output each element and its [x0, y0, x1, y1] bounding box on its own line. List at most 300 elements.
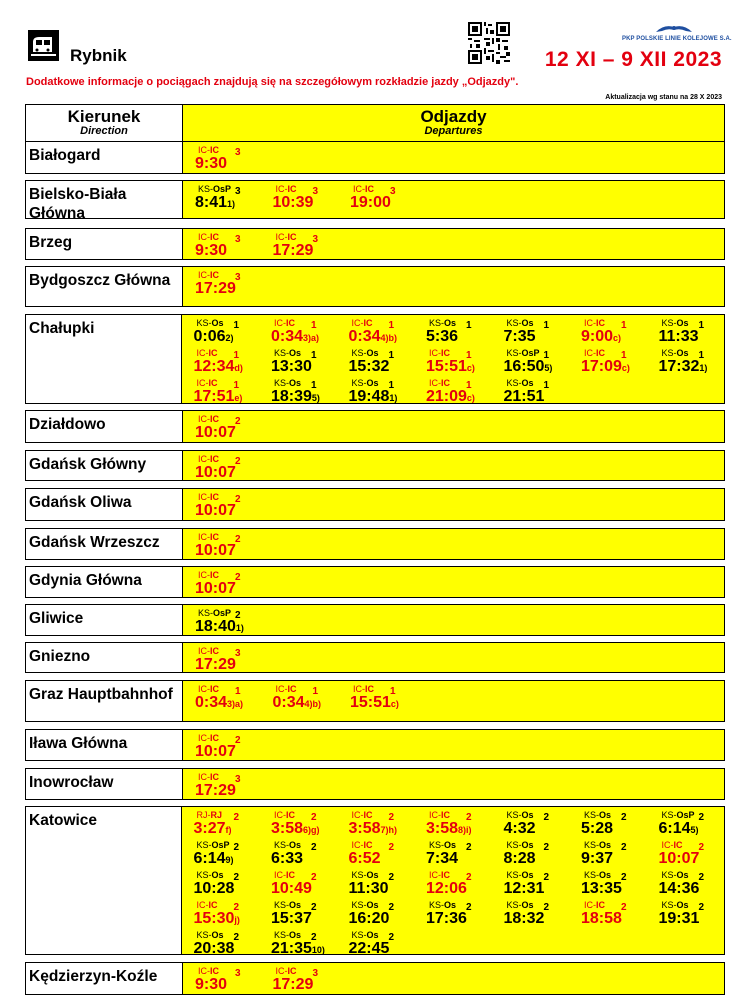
departure-time-line: [350, 195, 416, 212]
carrier-code: KS-: [584, 870, 600, 880]
direction-subtitle: Direction: [80, 125, 128, 138]
departure-time: 13:35: [581, 880, 622, 897]
carrier-code: KS-: [661, 318, 677, 328]
category-code: IC: [210, 966, 219, 976]
departure-time: 15:30: [193, 910, 235, 927]
category-code: Os: [366, 378, 379, 388]
travel-class: 2: [698, 842, 705, 853]
destination-name: Iława Główna: [26, 730, 183, 760]
travel-class: 1: [466, 380, 472, 391]
departure-entry: [261, 183, 339, 213]
pkp-logo-text: PKP POLSKIE LINIE KOLEJOWE S.A.: [622, 36, 732, 42]
category-code: IC: [287, 184, 297, 194]
travel-class: 3: [235, 272, 241, 283]
departures-line: [183, 231, 724, 261]
category-code: Os: [676, 318, 689, 328]
carrier-code: IC-: [661, 840, 674, 850]
departure-time-line: [581, 821, 647, 838]
category-code: Os: [676, 900, 689, 910]
departure-entry: [337, 869, 415, 899]
departure-time: 5:28: [581, 820, 614, 837]
departure-entry: [183, 491, 261, 521]
departure-time: 11:30: [348, 880, 389, 897]
travel-class: 2: [621, 842, 627, 853]
carrier-code: IC-: [198, 733, 210, 743]
category-code: Os: [599, 840, 612, 850]
footnote-mark: 2): [225, 333, 234, 343]
footnote-mark: d): [234, 363, 243, 373]
category-code: IC: [208, 378, 218, 388]
travel-class: 1: [233, 380, 240, 391]
departure-time: 9:30: [195, 976, 228, 993]
category-code: IC: [286, 870, 295, 880]
departure-time-line: [349, 359, 415, 376]
departure-entry: [337, 839, 415, 869]
departure-entry: [182, 377, 260, 407]
category-code: IC: [287, 232, 297, 242]
departure-time-line: [504, 851, 570, 868]
category-code: Os: [521, 870, 534, 880]
departures-line: [182, 809, 725, 839]
departure-time: 16:50: [503, 358, 545, 375]
departure-entry: [183, 231, 261, 261]
carrier-code: IC-: [198, 966, 210, 976]
travel-class: 2: [233, 842, 240, 853]
table-row: [25, 228, 725, 260]
travel-class: 2: [235, 456, 241, 467]
departure-time-line: [195, 503, 261, 520]
carrier-code: KS-: [661, 810, 677, 820]
category-code: IC: [441, 870, 450, 880]
travel-class: 1: [543, 380, 550, 391]
carrier-code: IC-: [198, 684, 210, 694]
departure-entry: [182, 899, 260, 929]
station-name: Rybnik: [70, 46, 127, 65]
carrier-code: KS-: [274, 930, 290, 940]
departures-line: [182, 899, 725, 929]
departures-cell: [183, 605, 724, 635]
departure-entry: [337, 377, 415, 407]
travel-class: 1: [388, 380, 395, 391]
table-row: [25, 528, 725, 560]
departure-time: 17:29: [195, 280, 236, 297]
destination-name: Katowice: [26, 807, 182, 954]
departure-time: 12:34: [193, 358, 235, 375]
category-code: IC: [210, 454, 219, 464]
destination-name: Gdańsk Główny: [26, 451, 183, 480]
carrier-code: IC-: [198, 232, 210, 242]
departure-entry: [183, 771, 261, 801]
departure-time: 10:07: [195, 464, 236, 481]
departures-cell: [183, 181, 724, 218]
departure-entry: [259, 377, 337, 407]
carrier-code: IC-: [275, 184, 288, 194]
carrier-code: KS-: [274, 348, 290, 358]
table-row: [25, 141, 725, 174]
departure-entry: [647, 869, 725, 899]
travel-class: 2: [235, 534, 241, 545]
departure-time: 15:51: [426, 358, 467, 375]
carrier-code: IC-: [196, 378, 209, 388]
departure-time-line: [426, 329, 492, 346]
travel-class: 2: [543, 902, 550, 913]
departure-entry: [183, 453, 261, 483]
departure-entry: [259, 929, 337, 959]
departure-entry: [337, 809, 415, 839]
category-code: IC: [210, 646, 219, 656]
category-code: IC: [210, 492, 219, 502]
category-code: IC: [210, 772, 219, 782]
departure-entry: [337, 929, 415, 959]
carrier-code: KS-: [506, 810, 522, 820]
footnote-mark: e): [234, 393, 243, 403]
departure-time: 11:33: [658, 328, 699, 345]
departures-cell: [183, 142, 724, 173]
carrier-code: IC-: [275, 684, 288, 694]
carrier-code: IC-: [274, 810, 286, 820]
footnote-mark: 3)a): [227, 699, 244, 709]
travel-class: 1: [311, 350, 317, 361]
departures-line: [183, 645, 724, 675]
travel-class: 2: [235, 572, 241, 583]
departure-time: 18:40: [195, 618, 236, 635]
departure-entry: [569, 809, 647, 839]
destination-name: Chałupki: [26, 315, 182, 403]
destination-name: Bielsko-Biała Główna: [26, 181, 183, 218]
travel-class: 3: [235, 234, 241, 245]
departure-time-line: [195, 543, 261, 560]
departure-time: 6:14: [658, 820, 691, 837]
departures-cell: [183, 529, 724, 559]
carrier-code: KS-: [506, 870, 522, 880]
footnote-mark: 5): [690, 825, 699, 835]
destination-name: Białogard: [26, 142, 183, 173]
departure-entry: [259, 347, 337, 377]
departure-time: 3:58: [271, 820, 304, 837]
departure-time: 9:37: [581, 850, 614, 867]
departure-time: 5:36: [426, 328, 459, 345]
carrier-code: KS-: [274, 900, 290, 910]
departures-cell: [183, 489, 724, 520]
departures-line: [183, 569, 724, 599]
departures-line: [183, 413, 724, 443]
travel-class: 2: [235, 610, 241, 621]
footnote-mark: 8)i): [458, 825, 472, 835]
departure-time: 19:48: [348, 388, 390, 405]
departure-time: 9:30: [195, 155, 228, 172]
departure-entry: [647, 899, 725, 929]
carrier-code: IC-: [351, 810, 364, 820]
departure-time: 10:07: [195, 580, 236, 597]
footnote-mark: 10): [311, 945, 325, 955]
travel-class: 2: [311, 872, 317, 883]
travel-class: 2: [233, 872, 240, 883]
footnote-mark: 1): [699, 363, 708, 373]
travel-class: 1: [543, 350, 550, 361]
departure-time: 17:29: [272, 242, 314, 259]
departure-entry: [183, 645, 261, 675]
footnote-mark: 6)g): [303, 825, 320, 835]
category-code: Os: [444, 318, 457, 328]
departure-entry: [647, 809, 725, 839]
travel-class: 3: [235, 968, 241, 979]
departure-entry: [569, 869, 647, 899]
carrier-code: KS-: [274, 378, 290, 388]
departure-time: 0:34: [348, 328, 381, 345]
travel-class: 1: [466, 350, 472, 361]
destination-name: Brzeg: [26, 229, 183, 259]
departure-time-line: [581, 911, 647, 928]
travel-class: 2: [388, 872, 395, 883]
carrier-code: RJ-: [196, 810, 211, 820]
carrier-code: IC-: [198, 570, 210, 580]
departure-time: 21:35: [271, 940, 312, 957]
carrier-code: IC-: [198, 145, 210, 155]
departure-entry: [261, 965, 339, 995]
departure-time: 15:51: [350, 694, 391, 711]
departure-time-line: [504, 821, 570, 838]
category-code: IC: [365, 684, 374, 694]
travel-class: 3: [235, 648, 241, 659]
category-code: IC: [596, 900, 605, 910]
destination-name: Graz Hauptbahnhof: [26, 681, 183, 721]
departure-time-line: [194, 821, 260, 838]
departure-time: 0:34: [195, 694, 228, 711]
carrier-code: KS-: [196, 840, 212, 850]
departure-time-line: [659, 911, 725, 928]
destination-name: Działdowo: [26, 411, 183, 442]
category-code: RJ: [210, 810, 223, 820]
travel-class: 1: [311, 320, 317, 331]
carrier-code: KS-: [351, 378, 367, 388]
departures-line: [183, 683, 724, 713]
footnote-mark: 5): [311, 393, 320, 403]
departure-time-line: [195, 657, 261, 674]
carrier-code: IC-: [198, 646, 210, 656]
category-code: Os: [521, 318, 534, 328]
travel-class: 2: [311, 932, 317, 943]
table-header: [25, 104, 725, 142]
departures-line: [183, 144, 724, 174]
travel-class: 2: [698, 872, 705, 883]
destination-name: Kędzierzyn-Koźle: [26, 963, 183, 994]
departure-time: 17:36: [426, 910, 467, 927]
departure-time: 14:36: [658, 880, 700, 897]
category-code: Os: [211, 870, 224, 880]
departures-cell: [183, 963, 724, 994]
category-code: Os: [289, 930, 302, 940]
category-code: IC: [596, 318, 605, 328]
departures-cell: [182, 315, 725, 403]
travel-class: 1: [388, 350, 395, 361]
departures-line: [182, 929, 725, 959]
travel-class: 2: [543, 872, 550, 883]
travel-class: 2: [466, 812, 472, 823]
carrier-code: KS-: [661, 348, 677, 358]
travel-class: 2: [311, 812, 317, 823]
departure-time: 0:06: [193, 328, 226, 345]
category-code: Os: [444, 900, 457, 910]
timetable: [25, 104, 725, 993]
departure-time: 7:35: [503, 328, 536, 345]
departures-cell: [183, 730, 724, 760]
footnote-mark: 4)b): [304, 699, 322, 709]
departure-entry: [259, 809, 337, 839]
travel-class: 3: [312, 186, 319, 197]
table-row: [25, 604, 725, 636]
carrier-code: KS-: [351, 900, 367, 910]
departure-entry: [261, 683, 339, 713]
departure-time: 17:09: [581, 358, 622, 375]
carrier-code: IC-: [198, 454, 210, 464]
travel-class: 2: [233, 812, 240, 823]
departure-time-line: [271, 851, 337, 868]
departure-time-line: [504, 329, 570, 346]
departure-entry: [183, 965, 261, 995]
departure-time-line: [349, 881, 415, 898]
departure-time-line: [504, 389, 570, 406]
departure-time: 16:20: [348, 910, 390, 927]
departure-time-line: [195, 465, 261, 482]
carrier-code: KS-: [429, 318, 445, 328]
carrier-code: KS-: [351, 870, 367, 880]
departure-entry: [182, 929, 260, 959]
category-code: IC: [210, 270, 219, 280]
travel-class: 1: [311, 380, 317, 391]
travel-class: 2: [698, 812, 705, 823]
travel-class: 2: [388, 842, 395, 853]
departures-line: [182, 839, 725, 869]
departure-entry: [337, 347, 415, 377]
departure-time: 17:29: [195, 656, 236, 673]
category-code: IC: [441, 378, 450, 388]
category-code: IC: [363, 318, 373, 328]
departure-time-line: [195, 977, 261, 994]
table-row: [25, 806, 725, 955]
travel-class: 2: [621, 812, 627, 823]
footnote-mark: c): [466, 363, 475, 373]
departure-time-line: [426, 389, 492, 406]
travel-class: 1: [388, 320, 395, 331]
departure-entry: [647, 347, 725, 377]
departure-entry: [259, 899, 337, 929]
travel-class: 1: [233, 320, 240, 331]
departure-entry: [414, 377, 492, 407]
departure-time: 10:28: [193, 880, 235, 897]
departure-entry: [182, 347, 260, 377]
travel-class: 2: [543, 842, 550, 853]
travel-class: 2: [235, 416, 241, 427]
departure-time: 15:37: [271, 910, 312, 927]
departure-time-line: [194, 359, 260, 376]
departure-time-line: [194, 389, 260, 406]
departures-line: [182, 347, 725, 377]
departure-time: 18:39: [271, 388, 312, 405]
departures-line: [183, 183, 724, 213]
departure-time-line: [350, 695, 416, 712]
table-row: [25, 566, 725, 598]
pkp-logo-icon: [622, 24, 732, 44]
carrier-code: KS-: [198, 184, 214, 194]
departures-line: [183, 771, 724, 801]
category-code: OsP: [521, 348, 540, 358]
departure-time-line: [271, 389, 337, 406]
carrier-code: KS-: [506, 900, 522, 910]
departure-time-line: [271, 911, 337, 928]
category-code: IC: [673, 840, 683, 850]
category-code: Os: [366, 930, 379, 940]
carrier-code: KS-: [429, 840, 445, 850]
destination-name: Gdańsk Oliwa: [26, 489, 183, 520]
footnote-mark: 1): [235, 623, 244, 633]
category-code: Os: [521, 840, 534, 850]
departure-entry: [647, 839, 725, 869]
travel-class: 1: [312, 686, 319, 697]
carrier-code: IC-: [351, 840, 364, 850]
carrier-code: IC-: [584, 318, 596, 328]
direction-header: [26, 105, 183, 141]
departure-time: 3:58: [348, 820, 381, 837]
travel-class: 2: [311, 842, 317, 853]
departure-entry: [183, 569, 261, 599]
departure-entry: [183, 183, 261, 213]
category-code: Os: [521, 810, 534, 820]
departure-entry: [337, 317, 415, 347]
departure-time: 12:06: [426, 880, 467, 897]
category-code: Os: [444, 840, 457, 850]
departure-entry: [492, 347, 570, 377]
departure-time: 10:07: [195, 743, 236, 760]
carrier-code: KS-: [198, 608, 214, 618]
category-code: IC: [208, 900, 218, 910]
departure-time-line: [273, 195, 339, 212]
departure-time: 0:34: [271, 328, 304, 345]
departure-time: 21:51: [503, 388, 545, 405]
category-code: IC: [210, 684, 219, 694]
carrier-code: KS-: [661, 900, 677, 910]
departure-time: 10:07: [658, 850, 700, 867]
departure-time: 13:30: [271, 358, 312, 375]
category-code: OsP: [213, 184, 232, 194]
travel-class: 3: [235, 774, 241, 785]
travel-class: 3: [235, 147, 241, 158]
departure-time-line: [271, 359, 337, 376]
footnote-mark: c): [466, 393, 475, 403]
departure-entry: [259, 839, 337, 869]
departure-time-line: [273, 695, 339, 712]
departure-time: 3:27: [193, 820, 226, 837]
departures-line: [182, 377, 725, 407]
departure-entry: [183, 683, 261, 713]
departure-time-line: [659, 821, 725, 838]
footnote-mark: f): [225, 825, 232, 835]
category-code: Os: [211, 318, 224, 328]
category-code: Os: [366, 870, 379, 880]
departures-cell: [183, 643, 724, 672]
departure-time-line: [659, 881, 725, 898]
travel-class: 1: [233, 350, 240, 361]
departure-time: 9:00: [581, 328, 614, 345]
departures-cell: [183, 769, 724, 799]
travel-class: 1: [390, 686, 396, 697]
departure-time: 6:52: [348, 850, 381, 867]
travel-class: 1: [698, 350, 705, 361]
destination-name: Gliwice: [26, 605, 183, 635]
category-code: IC: [210, 145, 219, 155]
departures-line: [182, 317, 725, 347]
departure-time: 7:34: [426, 850, 459, 867]
departures-title: Odjazdy: [420, 107, 487, 127]
